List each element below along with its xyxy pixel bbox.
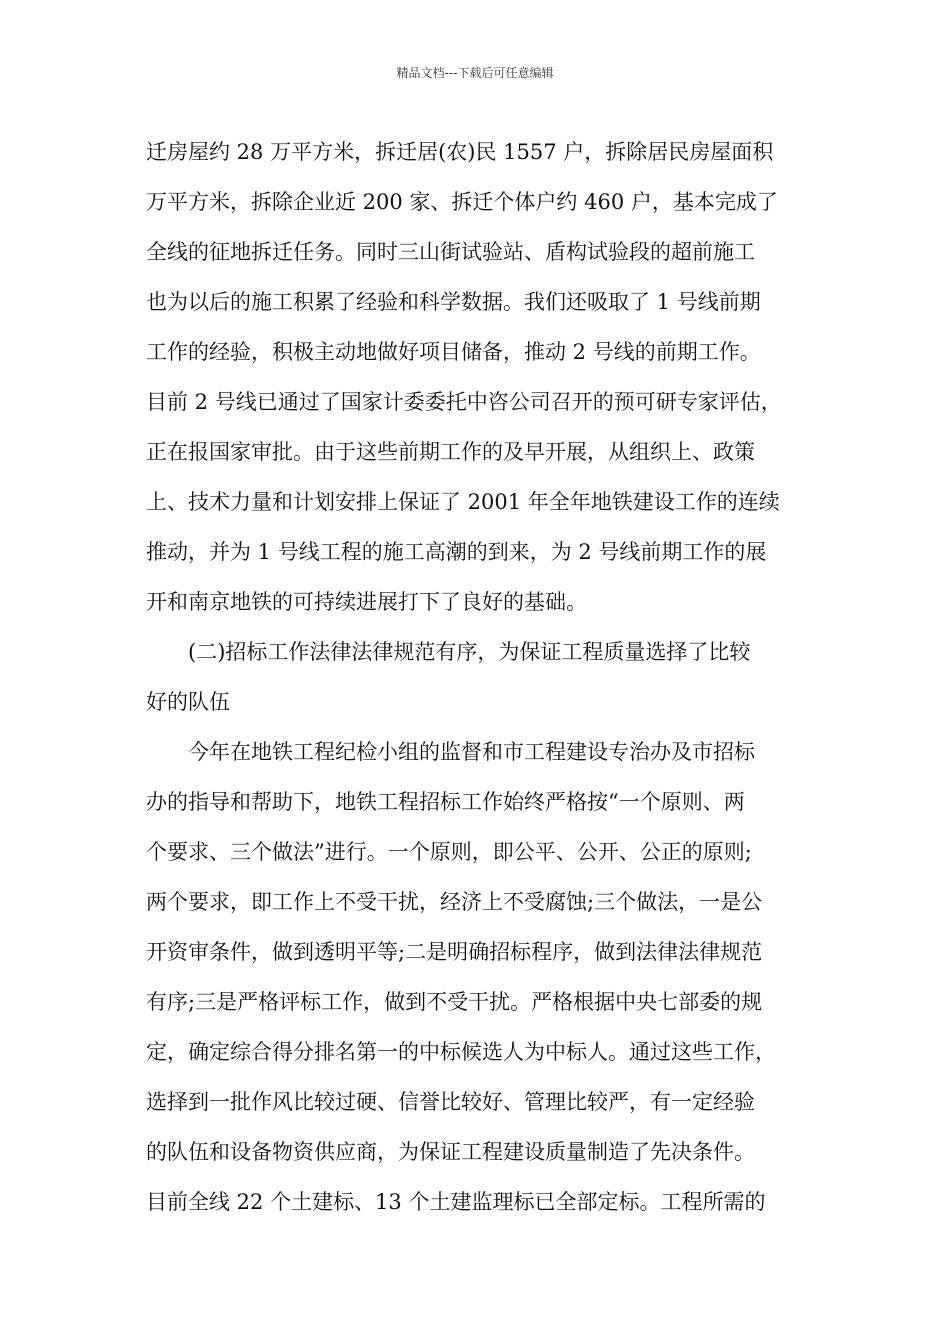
text-line: 目前 2 号线已通过了国家计委委托中咨公司召开的预可研专家评估， xyxy=(146,390,782,414)
text-line: 有序;三是严格评标工作，做到不受干扰。严格根据中央七部委的规 xyxy=(146,990,763,1014)
text-line: 上、技术力量和计划安排上保证了 2001 年全年地铁建设工作的连续 xyxy=(146,490,780,514)
text-line: 办的指导和帮助下，地铁工程招标工作始终严格按“一个原则、两 xyxy=(146,790,745,814)
text-line: 的队伍和设备物资供应商，为保证工程建设质量制造了先决条件。 xyxy=(146,1140,755,1164)
text-line: 选择到一批作风比较过硬、信誉比较好、管理比较严，有一定经验 xyxy=(146,1090,755,1114)
text-line: 迁房屋约 28 万平方米，拆迁居(农)民 1557 户，拆除居民房屋面积 xyxy=(146,140,774,164)
text-line: 全线的征地拆迁任务。同时三山街试验站、盾构试验段的超前施工 xyxy=(146,240,755,264)
text-line: 也为以后的施工积累了经验和科学数据。我们还吸取了 1 号线前期 xyxy=(146,290,761,314)
text-line: 个要求、三个做法”进行。一个原则，即公平、公开、公正的原则; xyxy=(146,840,752,864)
text-line: 今年在地铁工程纪检小组的监督和市工程建设专治办及市招标 xyxy=(188,740,755,764)
text-line: 开资审条件，做到透明平等;二是明确招标程序，做到法律法律规范 xyxy=(146,940,763,964)
text-line: 开和南京地铁的可持续进展打下了良好的基础。 xyxy=(146,590,587,614)
text-line: 定，确定综合得分排名第一的中标候选人为中标人。通过这些工作， xyxy=(146,1040,776,1064)
page-header: 精品文档---下载后可任意编辑 xyxy=(396,66,554,80)
text-line: 万平方米，拆除企业近 200 家、拆迁个体户约 460 户，基本完成了 xyxy=(146,190,778,214)
text-line: (二)招标工作法律法律规范有序，为保证工程质量选择了比较 xyxy=(188,640,751,664)
text-line: 好的队伍 xyxy=(146,690,230,714)
text-line: 正在报国家审批。由于这些前期工作的及早开展，从组织上、政策 xyxy=(146,440,755,464)
text-line: 工作的经验，积极主动地做好项目储备，推动 2 号线的前期工作。 xyxy=(146,340,761,364)
text-line: 推动，并为 1 号线工程的施工高潮的到来，为 2 号线前期工作的展 xyxy=(146,540,767,564)
text-line: 目前全线 22 个土建标、13 个土建监理标已全部定标。工程所需的 xyxy=(146,1190,766,1214)
text-line: 两个要求，即工作上不受干扰，经济上不受腐蚀;三个做法，一是公 xyxy=(146,890,763,914)
